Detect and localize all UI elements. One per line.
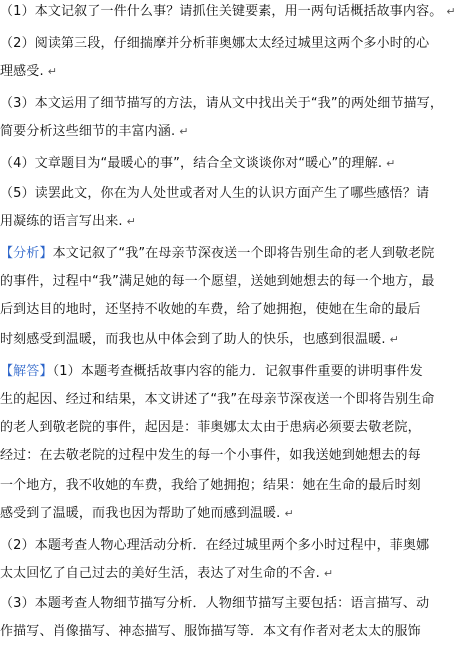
analysis-line-2: 的事件，过程中“我”满足她的每一个愿望，送她到她想去的每一个地方，最 [0, 274, 435, 289]
answer-line-1: 【解答】（1）本题考查概括故事内容的能力．记叙事件重要的讲明事件发 [0, 364, 423, 379]
analysis-line-1: 【分析】本文记叙了“我”在母亲节深夜送一个即将告别生命的老人到敬老院 [0, 246, 435, 261]
paragraph-mark-icon: ↵ [386, 157, 396, 170]
answer-line-9: （3）本题考查人物细节描写分析．人物细节描写主要包括：语言描写、动 [0, 596, 430, 611]
answer-line-6: 感受到了温暖，而我也因为帮助了她而感到温暖. ↵ [0, 506, 294, 521]
paragraph-mark-icon: ↵ [179, 125, 189, 138]
analysis-line-3: 后到达目的地时，还坚持不收她的车费，给了她拥抱，使她在生命的最后 [0, 302, 421, 317]
question-5: （5）读罢此文，你在为人处世或者对人生的认识方面产生了哪些感悟？请 [0, 186, 430, 201]
paragraph-mark-icon: ↵ [126, 215, 137, 228]
question-3: （3）本文运用了细节描写的方法，请从文中找出关于“我”的两处细节描写， [0, 96, 443, 111]
answer-line-3: 的老人到敬老院的事件，起因是：菲奥娜太太由于患病必须要去敬老院， [0, 420, 421, 435]
analysis-line-4: 时刻感受到温暖，而我也从中体会到了助人的快乐，也感到很温暖. ↵ [0, 332, 400, 347]
question-1: （1）本文记叙了一件什么事？请抓住关键要素，用一两句话概括故事内容。 ↵ [0, 4, 456, 19]
question-3-cont: 简要分析这些细节的丰富内涵. ↵ [0, 124, 189, 139]
answer-line-2: 生的起因、经过和结果，本文讲述了“我”在母亲节深夜送一个即将告别生命 [0, 392, 435, 407]
question-2: （2）阅读第三段，仔细揣摩并分析菲奥娜太太经过城里这两个多小时的心 [0, 36, 430, 51]
question-4: （4）文章题目为“最暖心的事”，结合全文谈谈你对“暖心”的理解. ↵ [0, 156, 396, 171]
question-5-cont: 用凝练的语言写出来. ↵ [0, 214, 137, 229]
analysis-tag: 【分析】 [0, 246, 53, 261]
paragraph-mark-icon: ↵ [323, 567, 334, 580]
paragraph-mark-icon: ↵ [446, 5, 456, 18]
paragraph-mark-icon: ↵ [389, 333, 400, 346]
paragraph-mark-icon: ↵ [284, 507, 294, 520]
answer-tag: 【解答】 [0, 364, 53, 379]
answer-line-7: （2）本题考查人物心理活动分析．在经过城里两个多小时过程中，菲奥娜 [0, 538, 430, 553]
answer-line-10: 作描写、肖像描写、神态描写、服饰描写等．本文有作者对老太太的服饰 [0, 624, 421, 639]
answer-line-8: 太太回忆了自己过去的美好生活，表达了对生命的不舍. ↵ [0, 566, 334, 581]
answer-line-5: 一个地方，我不收她的车费，我给了她拥抱；结果：她在生命的最后时刻 [0, 478, 421, 493]
question-2-cont: 理感受. ↵ [0, 64, 58, 79]
paragraph-mark-icon: ↵ [47, 65, 58, 78]
answer-line-4: 经过：在去敬老院的过程中发生的每一个小事件，如我送她到她想去的每 [0, 448, 421, 463]
